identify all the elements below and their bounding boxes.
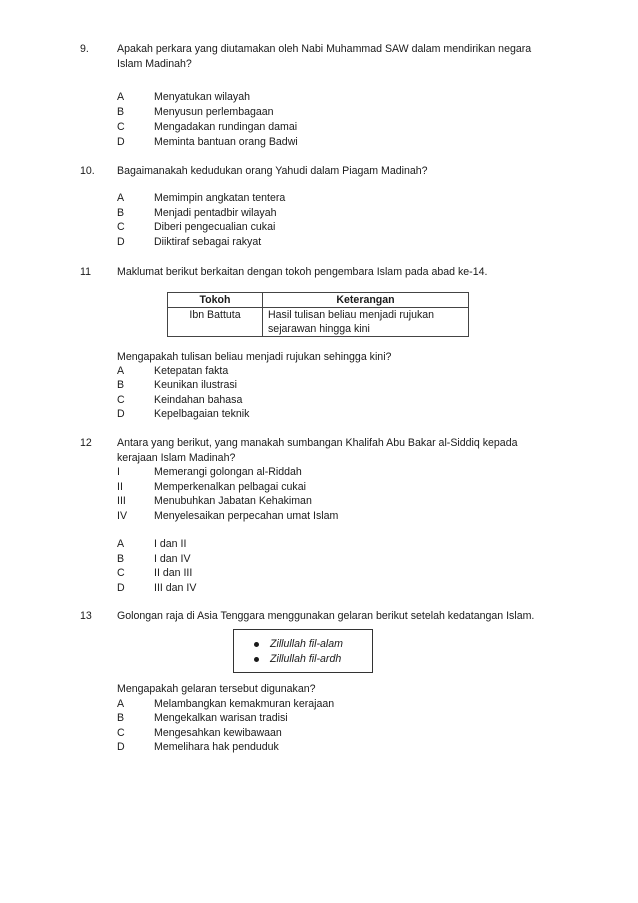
option-text: Mengadakan rundingan damai (154, 121, 298, 133)
option-text: Menyusun perlembagaan (154, 106, 274, 118)
table-header-keterangan: Keterangan (263, 293, 469, 308)
keterangan-line: sejarawan hingga kini (268, 323, 370, 335)
question-stem-line: Bagaimanakah kedudukan orang Yahudi dalam Piagam Madinah? (117, 165, 428, 177)
info-table (167, 292, 469, 337)
option-letter: A (117, 91, 125, 103)
statement-roman: II (117, 481, 123, 493)
question-number: 10. (80, 165, 95, 177)
statement-roman: IV (117, 510, 128, 522)
option-letter: C (117, 727, 125, 739)
bullet-icon (254, 657, 259, 662)
option-letter: D (117, 408, 125, 420)
option-text: Mengekalkan warisan tradisi (154, 712, 288, 724)
option-text: Mengesahkan kewibawaan (154, 727, 282, 739)
table-cell-keterangan (263, 308, 469, 337)
option-letter: C (117, 121, 125, 133)
statement-text: Memperkenalkan pelbagai cukai (154, 481, 306, 493)
question-stem-line: Golongan raja di Asia Tenggara menggunakan gelaran berikut setelah kedatangan Islam. (117, 610, 535, 622)
option-letter: C (117, 567, 125, 579)
question-number: 11 (80, 266, 91, 278)
question-stem-line: Apakah perkara yang diutamakan oleh Nabi Muhammad SAW dalam mendirikan negara (117, 43, 532, 55)
question-number: 12 (80, 437, 92, 449)
option-text: Memimpin angkatan tentera (154, 192, 286, 204)
option-letter: A (117, 538, 125, 550)
option-letter: B (117, 106, 125, 118)
option-text: Keindahan bahasa (154, 394, 243, 406)
box-item-text: Zillullah fil-ardh (270, 653, 342, 665)
option-letter: D (117, 741, 125, 753)
option-letter: B (117, 553, 125, 565)
option-text: Diiktiraf sebagai rakyat (154, 236, 262, 248)
option-letter: A (117, 192, 125, 204)
statement-text: Memerangi golongan al-Riddah (154, 466, 302, 478)
option-letter: C (117, 221, 125, 233)
question-stem-line: Maklumat berikut berkaitan dengan tokoh pengembara Islam pada abad ke-14. (117, 266, 488, 278)
option-text: Kepelbagaian teknik (154, 408, 250, 420)
statement-roman: III (117, 495, 126, 507)
question-number: 9. (80, 43, 89, 55)
option-letter: A (117, 698, 125, 710)
question-stem-line: kerajaan Islam Madinah? (117, 452, 236, 464)
option-letter: A (117, 365, 125, 377)
bullet-icon (254, 642, 259, 647)
option-text: Meminta bantuan orang Badwi (154, 136, 298, 148)
option-letter: B (117, 712, 125, 724)
option-text: Memelihara hak penduduk (154, 741, 279, 753)
title-box (233, 629, 373, 673)
statement-text: Menubuhkan Jabatan Kehakiman (154, 495, 312, 507)
question-stem-line: Islam Madinah? (117, 58, 192, 70)
question-text: Mengapakah tulisan beliau menjadi rujukan sehingga kini? (117, 351, 392, 363)
table-cell-tokoh: Ibn Battuta (168, 308, 263, 337)
table-header-tokoh: Tokoh (168, 293, 263, 308)
option-text: Keunikan ilustrasi (154, 379, 238, 391)
box-item (270, 652, 341, 666)
option-letter: D (117, 582, 125, 594)
option-letter: D (117, 136, 125, 148)
option-text: Menjadi pentadbir wilayah (154, 207, 277, 219)
box-item (270, 637, 343, 651)
option-text: Melambangkan kemakmuran kerajaan (154, 698, 335, 710)
question-number: 13 (80, 610, 92, 622)
table-row (168, 308, 469, 337)
statement-text: Menyelesaikan perpecahan umat Islam (154, 510, 339, 522)
option-text: Diberi pengecualian cukai (154, 221, 276, 233)
option-text: Menyatukan wilayah (154, 91, 250, 103)
option-text: I dan II (154, 538, 187, 550)
option-letter: C (117, 394, 125, 406)
question-text: Mengapakah gelaran tersebut digunakan? (117, 683, 316, 695)
option-letter: B (117, 379, 125, 391)
statement-roman: I (117, 466, 120, 478)
option-text: Ketepatan fakta (154, 365, 229, 377)
option-letter: D (117, 236, 125, 248)
option-text: III dan IV (154, 582, 197, 594)
keterangan-line: Hasil tulisan beliau menjadi rujukan (268, 309, 435, 321)
option-letter: B (117, 207, 125, 219)
question-stem-line: Antara yang berikut, yang manakah sumbangan Khalifah Abu Bakar al-Siddiq kepada (117, 437, 518, 449)
box-item-text: Zillullah fil-alam (270, 638, 343, 650)
option-text: I dan IV (154, 553, 191, 565)
option-text: II dan III (154, 567, 193, 579)
